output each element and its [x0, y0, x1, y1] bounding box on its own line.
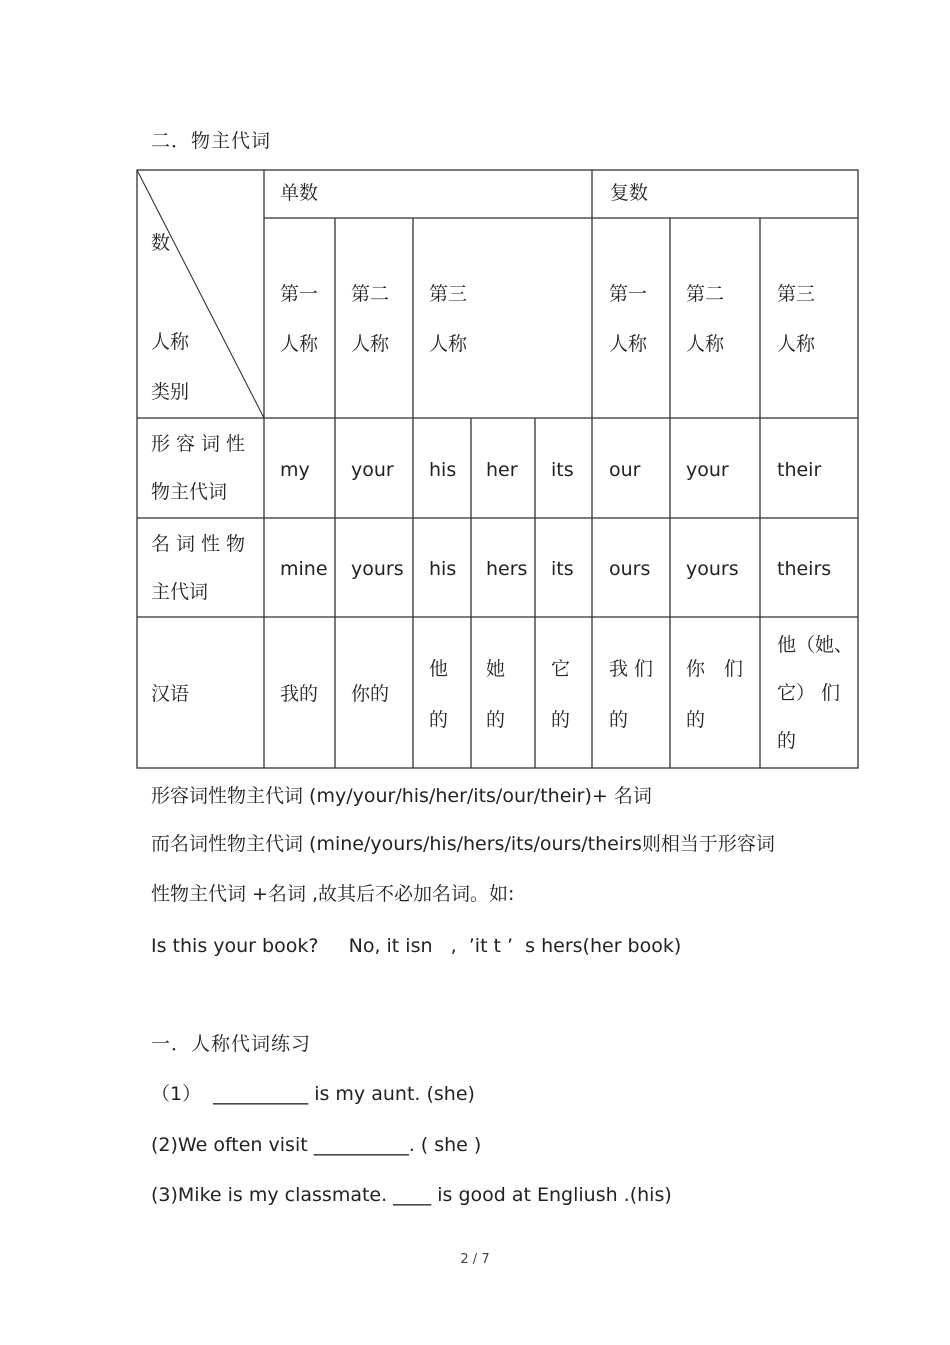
note-line-3: 性物主代词 +名词 ,故其后不必加名词。如:	[151, 883, 515, 905]
table-cell: theirs	[777, 558, 832, 580]
exercise-item-1: （1） __________ is my aunt. (she)	[151, 1083, 475, 1105]
table-cell: ours	[609, 558, 651, 580]
table-cell: his	[429, 459, 457, 481]
header-sg-third-person: 第三 人称	[429, 283, 468, 355]
header-pl-first-person: 第一 人称	[609, 283, 648, 355]
header-pl-second-person: 第二 人称	[686, 283, 725, 355]
header-sg-second-person: 第二 人称	[351, 283, 390, 355]
table-cell: 我 们 的	[609, 658, 654, 731]
table-cell: its	[551, 558, 574, 580]
table-cell: your	[686, 459, 729, 481]
table-cell: hers	[486, 558, 528, 580]
section-heading-personal-pronoun-exercise: 一．人称代词练习	[151, 1033, 312, 1055]
section-heading-possessive: 二．物主代词	[151, 130, 272, 152]
note-line-1: 形容词性物主代词 (my/your/his/her/its/our/their)+ 名词	[151, 785, 652, 807]
exercise-item-2: (2)We often visit __________. ( she )	[151, 1134, 482, 1156]
header-sg-first-person: 第一 人称	[280, 283, 319, 355]
table-cell: her	[486, 459, 518, 481]
table-cell: your	[351, 459, 394, 481]
table-cell: mine	[280, 558, 328, 580]
exercise-item-3: (3)Mike is my classmate. ____ is good at Engliush .(his)	[151, 1184, 672, 1206]
table-cell: 她 的	[486, 658, 506, 731]
table-cell: its	[551, 459, 574, 481]
table-cell: 你 们 的	[686, 658, 744, 731]
header-pl-third-person: 第三 人称	[777, 283, 816, 355]
corner-label-category: 类别	[151, 381, 190, 403]
table-cell: my	[280, 459, 310, 481]
table-cell: yours	[351, 558, 404, 580]
header-singular: 单数	[280, 182, 319, 204]
table-cell: 他 的	[429, 658, 449, 731]
note-line-2: 而名词性物主代词 (mine/yours/his/hers/its/ours/theirs则相当于形容词	[151, 833, 775, 855]
note-example: Is this your book? No, it isn , ’it t ’ s hers(her book)	[151, 935, 682, 957]
corner-label-number: 数	[151, 232, 171, 254]
row-label-adjectival: 形容词性 物主代词	[151, 433, 252, 503]
table-cell: yours	[686, 558, 739, 580]
table-cell: 他（她、 它） 们 的	[777, 634, 854, 752]
header-plural: 复数	[610, 182, 649, 204]
row-label-nominal: 名词性物 主代词	[151, 533, 252, 603]
table-cell: their	[777, 459, 822, 481]
table-cell: our	[609, 459, 641, 481]
table-cell: 你的	[351, 683, 390, 705]
table-cell: his	[429, 558, 457, 580]
corner-label-person: 人称	[151, 331, 190, 353]
table-cell: 它 的	[551, 658, 571, 731]
page-number: 2 / 7	[460, 1252, 490, 1267]
table-cell: 我的	[280, 683, 319, 705]
row-label-chinese: 汉语	[151, 683, 190, 705]
